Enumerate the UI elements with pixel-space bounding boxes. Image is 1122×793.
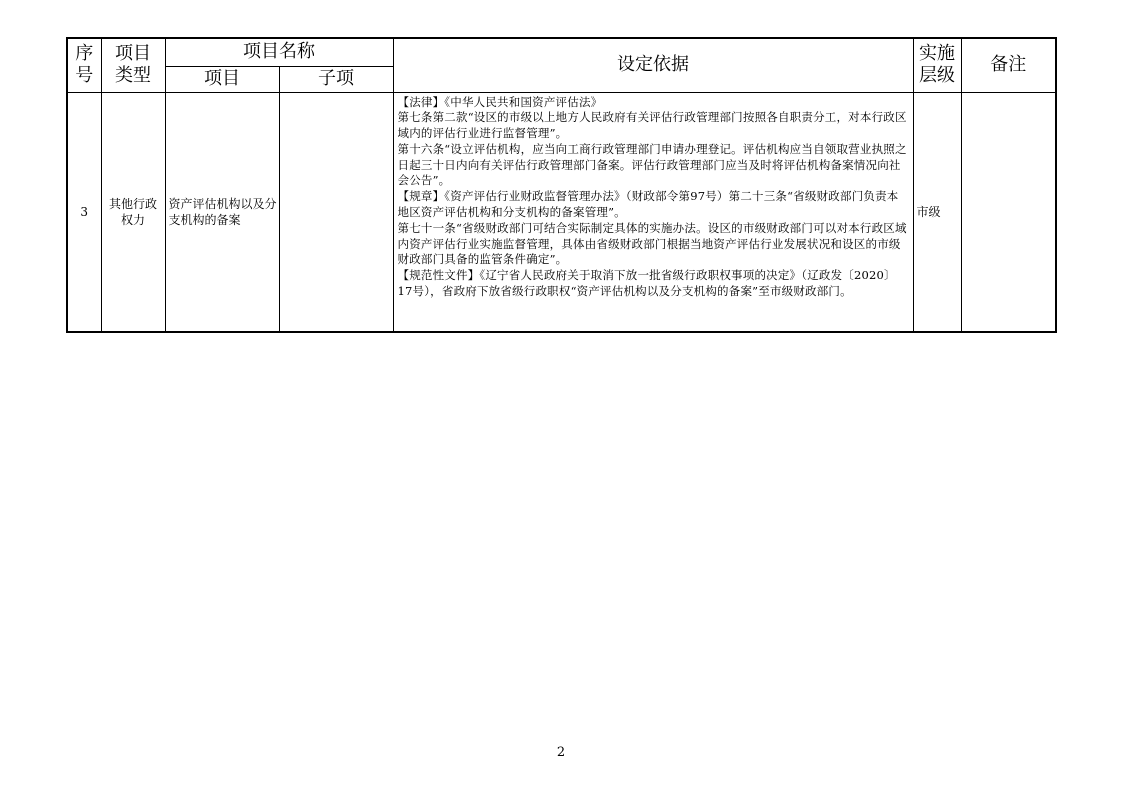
header-seq-label: 序号 [75,43,94,87]
header-level [913,38,961,92]
header-seq [67,38,101,92]
basis-paragraph: 【规范性文件】《辽宁省人民政府关于取消下放一批省级行政职权事项的决定》（辽政发〔2020〕17号），省政府下放省级行政职权“资产评估机构以及分支机构的备案”至市级财政部门。 [397,268,896,299]
header-type [101,38,165,92]
header-type-label: 项目类型 [115,43,151,87]
row-type [101,92,165,332]
table-row [67,92,1056,332]
header-subitem: 子项 [279,66,393,92]
basis-paragraph: 第十六条“设立评估机构，应当向工商行政管理部门申请办理登记。评估机构应当自领取营业执照之日起三十日内向有关评估行政管理部门备案。评估行政管理部门应当及时将评估机构备案情况向社会公告”。 [397,141,907,188]
header-level-label: 实施层级 [919,43,955,87]
page-number: 2 [556,745,566,760]
row-item: 资产评估机构以及分支机构的备案 [165,92,279,332]
row-remarks [961,92,1056,332]
header-remarks: 备注 [961,38,1056,92]
row-seq: 3 [67,92,101,332]
basis-paragraph: 【法律】《中华人民共和国资产评估法》 [397,94,603,109]
header-name-group: 项目名称 [165,38,393,66]
authority-table [66,37,1057,333]
basis-paragraph: 第七十一条“省级财政部门可结合实际制定具体的实施办法。设区的市级财政部门可以对本行政区域内资产评估行业实施监督管理，具体由省级财政部门根据当地资产评估行业发展状况和设区的市级财政部门具备的监管条件确定”。 [397,220,907,267]
header-item: 项目 [165,66,279,92]
header-basis: 设定依据 [393,38,913,92]
row-level: 市级 [913,92,961,332]
basis-paragraph: 【规章】《资产评估行业财政监督管理办法》（财政部令第97号）第二十三条“省级财政部门负责本地区资产评估机构和分支机构的备案管理”。 [397,189,899,220]
basis-paragraph: 第七条第二款“设区的市级以上地方人民政府有关评估行政管理部门按照各自职责分工，对本行政区域内的评估行业进行监督管理”。 [397,110,907,141]
row-type-text: 其他行政权力 [108,196,157,227]
row-subitem [279,92,393,332]
row-basis [393,92,913,332]
